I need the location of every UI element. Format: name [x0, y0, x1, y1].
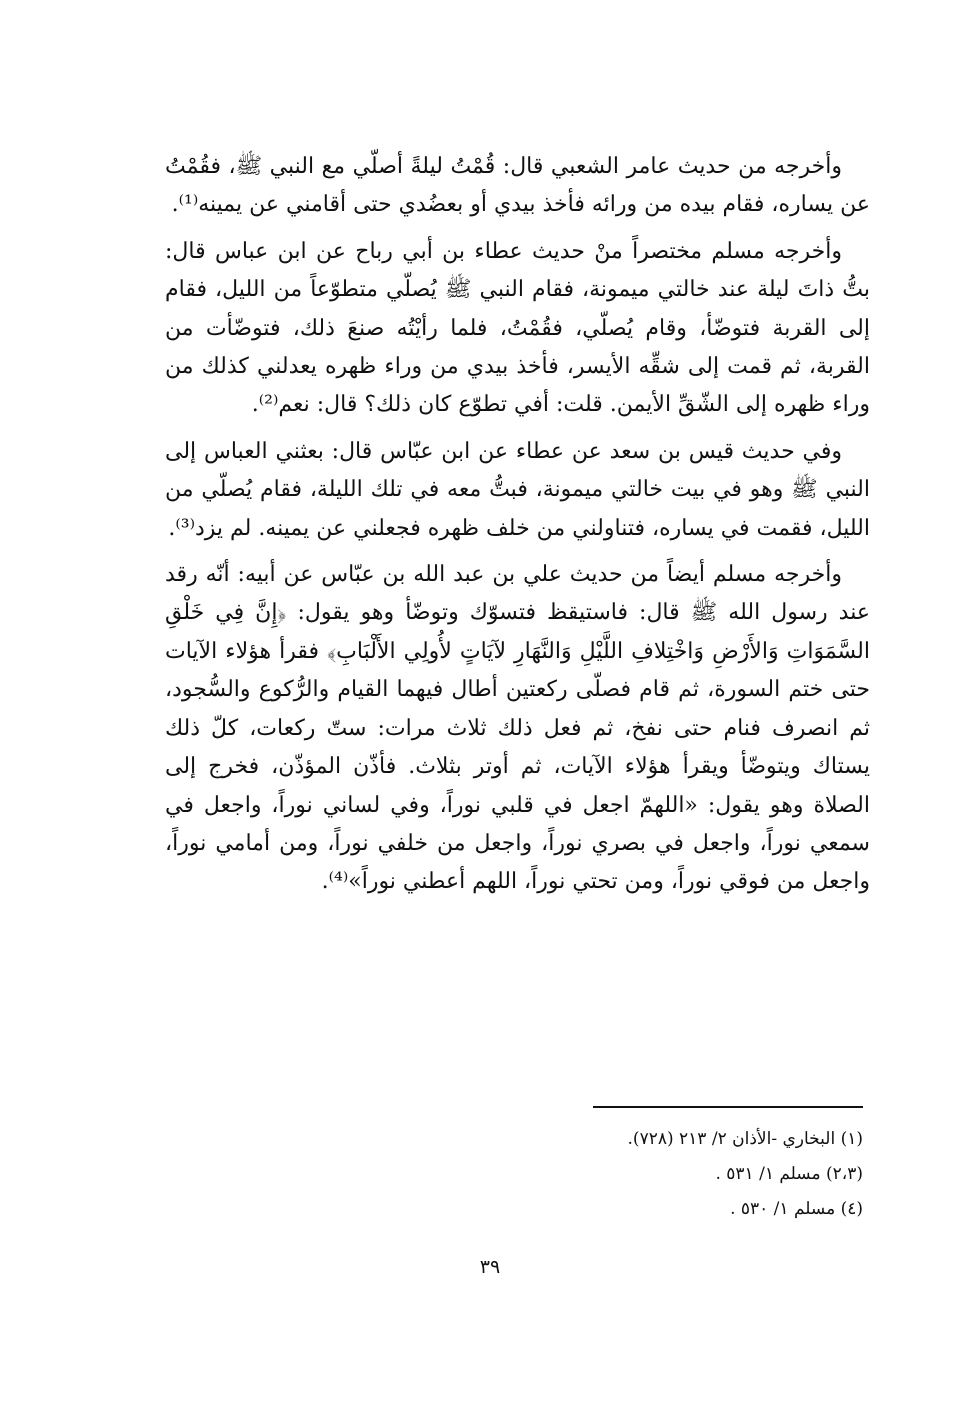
footnote-divider [593, 1106, 863, 1108]
footnote-2: (٢،٣) مسلم ١/ ٥٣١ . [715, 1164, 863, 1184]
footnotes [560, 1122, 863, 1227]
paragraph-3: وفي حديث قيس بن سعد عن عطاء عن ابن عبّاس قال: بعثني العباس إلى النبي ﷺ وهو في بيت خالتي ميمونة، فبتُّ معه في تلك الليلة، فقام يُصلّي من الليل، فقمت في يساره، فتناولني من خلف ظهره فجعلني عن يمينه. لم يزد⁽³⁾. [165, 438, 870, 541]
footnote-3: (٤) مسلم ١/ ٥٣٠ . [730, 1199, 863, 1219]
paragraph-1: وأخرجه من حديث عامر الشعبي قال: قُمْتُ ليلةً أصلّي مع النبي ﷺ، فقُمْتُ عن يساره، فقام بيده من ورائه فأخذ بيدي أو بعضُدي حتى أقامني عن يمينه⁽¹⁾. [165, 154, 870, 218]
page-number: ٣٩ [479, 1256, 501, 1278]
paragraph-2: وأخرجه مسلم مختصراً منْ حديث عطاء بن أبي رباح عن ابن عباس قال: بتُّ ذاتَ ليلة عند خالتي ميمونة، فقام النبي ﷺ يُصلّي متطوّعاً من الليل، فقام إلى القربة فتوضّأ، وقام يُصلّي، فقُمْتُ، فلما رأيْتُه صنعَ ذلك، فتوضّأت من القربة، ثم قمت إلى شقِّه الأيسر، فأخذ بيدي من وراء ظهره يعدلني كذلك من وراء ظهره إلى الشّقِّ الأيمن. قلت: أفي تطوّع كان ذلك؟ قال: نعم⁽²⁾. [165, 238, 870, 418]
paragraph-4: وأخرجه مسلم أيضاً من حديث علي بن عبد الله بن عبّاس عن أبيه: أنّه رقد عند رسول الله ﷺ قال: فاستيقظ فتسوّك وتوضّأ وهو يقول: ﴿إِنَّ فِي خَلْقِ السَّمَوَاتِ وَالأَرْضِ وَاخْتِلافِ اللَّيْلِ وَالنَّهَارِ لآيَاتٍ لأُولِي الأَلْبَابِ﴾ فقرأ هؤلاء الآيات حتى ختم السورة، ثم قام فصلّى ركعتين أطال فيهما القيام والرُّكوع والسُّجود، ثم انصرف فنام حتى نفخ، ثم فعل ذلك ثلاث مرات: ستّ ركعات، كلّ ذلك يستاك ويتوضّأ ويقرأ هؤلاء الآيات، ثم أوتر بثلاث. فأذّن المؤذّن، فخرج إلى الصلاة وهو يقول: «اللهمّ اجعل في قلبي نوراً، وفي لساني نوراً، واجعل في سمعي نوراً، واجعل في بصري نوراً، واجعل من خلفي نوراً، ومن أمامي نوراً، واجعل من فوقي نوراً، ومن تحتي نوراً، اللهم أعطني نوراً»⁽⁴⁾. [165, 562, 870, 895]
main-text [165, 148, 870, 910]
footnote-1: (١) البخاري -الأذان ٢/ ٢١٣ (٧٢٨). [627, 1129, 863, 1149]
